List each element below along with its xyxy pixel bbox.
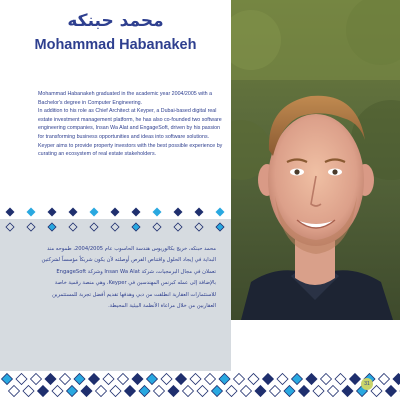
diamond-ornament [90, 208, 99, 217]
person-name-arabic: محمد حبنكه [67, 11, 164, 31]
diamond-ornament [111, 223, 119, 231]
diamond-ornament [153, 223, 161, 231]
diamond-ornament [195, 208, 204, 217]
person-name-english: Mohammad Habanakeh [34, 37, 197, 53]
arabic-bio-paragraph: محمد حبنكه، خريج بكالوريوس هندسة الحاسوب عام 2004/2005، طموحه منذ البداية في إيجاد الحلول واقتناص الفرص أوصلته لأن يكون شريكاً مؤسساً لشركتين تعملان في مجال البرمجيات، شركة Insan Wa Alat وشركة EngageSoft بالإضافة إلى عمله كبرنس المهندسين في Keyper، وهي منصة رقمية خاصة للاستثمارات العقارية انطلقت من دبي وهدفها تقديم أفضل تجربة للمستثمرين العقاريين من خلال مراعاة الأنظمة البيئية المحيطة. [41, 246, 216, 310]
diamond-ornament [132, 208, 141, 217]
diamond-ornament [132, 223, 140, 231]
diamond-ornament [90, 223, 98, 231]
diamond-ornament [174, 208, 183, 217]
english-biography [38, 90, 226, 159]
diamond-ornament [111, 208, 120, 217]
diamond-ornament [216, 223, 224, 231]
page-number-badge: 31 [361, 378, 373, 390]
diamond-ornament [69, 208, 78, 217]
diamond-ornament [69, 223, 77, 231]
diamond-ornament [27, 223, 35, 231]
arabic-biography [38, 244, 216, 312]
diamond-ornament [6, 223, 14, 231]
english-bio-paragraph-2: In addition to his role as Chief Architect at Keyper, a Dubai-based digital real estate investment management platform, he has also co-founded two software engineering companies, Insan Wa Alat and EngageSoft, driven by his passion for transforming business opportunities and ideas into software solutions. Keyper aims to provide property investors with the best possible experience by curating an ecosystem of real estate stakeholders. [38, 108, 223, 158]
diamond-pattern-top [0, 206, 231, 218]
diamond-ornament [216, 208, 225, 217]
diamond-ornament [195, 223, 203, 231]
diamond-ornament [48, 223, 56, 231]
footer-diamond-pattern [0, 371, 400, 400]
portrait-photo [231, 0, 400, 320]
diamond-ornament [48, 208, 57, 217]
diamond-ornament [6, 208, 15, 217]
diamond-pattern-panel [0, 221, 231, 233]
diamond-ornament [174, 223, 182, 231]
diamond-ornament [27, 208, 36, 217]
diamond-ornament [153, 208, 162, 217]
english-bio-paragraph-1: Mohammad Habanakeh graduated in the academic year 2004/2005 with a Bachelor's degree in Computer Engineering. [38, 91, 213, 106]
